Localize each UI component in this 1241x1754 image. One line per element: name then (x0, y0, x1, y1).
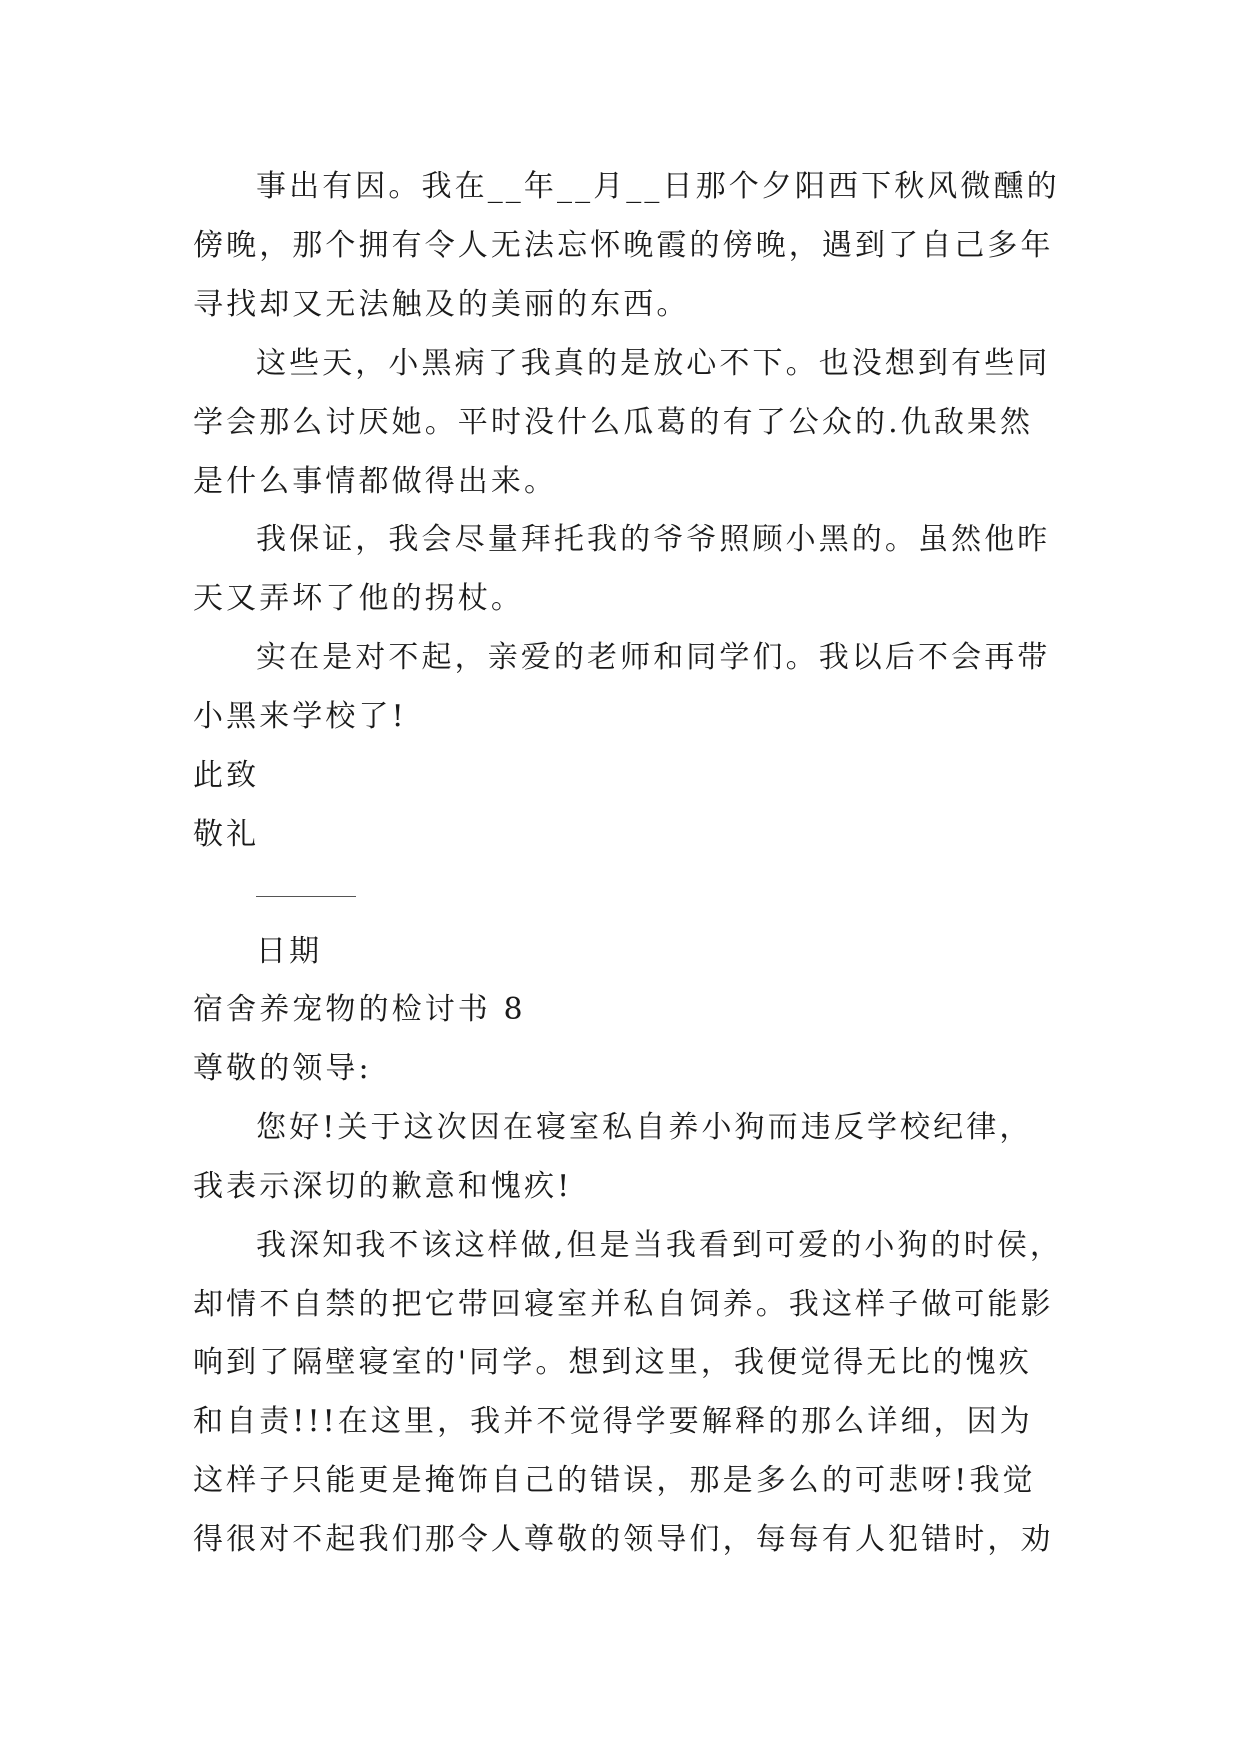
signature-line (256, 896, 356, 897)
paragraph-line: 这些天，小黑病了我真的是放心不下。也没想到有些同 (256, 346, 1051, 381)
closing-line-1: 此致 (193, 758, 260, 793)
paragraph-line: 我保证，我会尽量拜托我的爷爷照顾小黑的。虽然他昨 (256, 522, 1051, 557)
paragraph-line: 事出有因。我在__年__月__日那个夕阳西下秋风微醺的 (256, 169, 1060, 204)
paragraph-line: 小黑来学校了! (193, 699, 407, 734)
section-title: 宿舍养宠物的检讨书 8 (193, 992, 526, 1027)
salutation: 尊敬的领导: (193, 1051, 372, 1086)
paragraph-line: 得很对不起我们那令人尊敬的领导们，每每有人犯错时，劝 (193, 1522, 1054, 1557)
paragraph-line: 寻找却又无法触及的美丽的东西。 (193, 287, 690, 322)
closing-line-2: 敬礼 (193, 817, 260, 852)
paragraph-line: 我表示深切的歉意和愧疚! (193, 1169, 573, 1204)
paragraph-line: 这样子只能更是掩饰自己的错误，那是多么的可悲呀!我觉 (193, 1463, 1036, 1498)
date-label: 日期 (256, 934, 323, 969)
paragraph-line: 我深知我不该这样做,但是当我看到可爱的小狗的时侯， (256, 1228, 1064, 1263)
paragraph-line: 学会那么讨厌她。平时没什么瓜葛的有了公众的.仇敌果然 (193, 405, 1034, 440)
paragraph-line: 实在是对不起，亲爱的老师和同学们。我以后不会再带 (256, 640, 1051, 675)
paragraph-line: 是什么事情都做得出来。 (193, 464, 558, 499)
paragraph-line: 您好!关于这次因在寝室私自养小狗而违反学校纪律， (256, 1110, 1033, 1145)
paragraph-line: 和自责!!!在这里，我并不觉得学要解释的那么详细，因为 (193, 1404, 1033, 1439)
paragraph-line: 天又弄坏了他的拐杖。 (193, 581, 524, 616)
paragraph-line: 却情不自禁的把它带回寝室并私自饲养。我这样子做可能影 (193, 1287, 1054, 1322)
paragraph-line: 响到了隔壁寝室的'同学。想到这里，我便觉得无比的愧疚 (193, 1345, 1032, 1380)
paragraph-line: 傍晚，那个拥有令人无法忘怀晚霞的傍晚，遇到了自己多年 (193, 228, 1054, 263)
